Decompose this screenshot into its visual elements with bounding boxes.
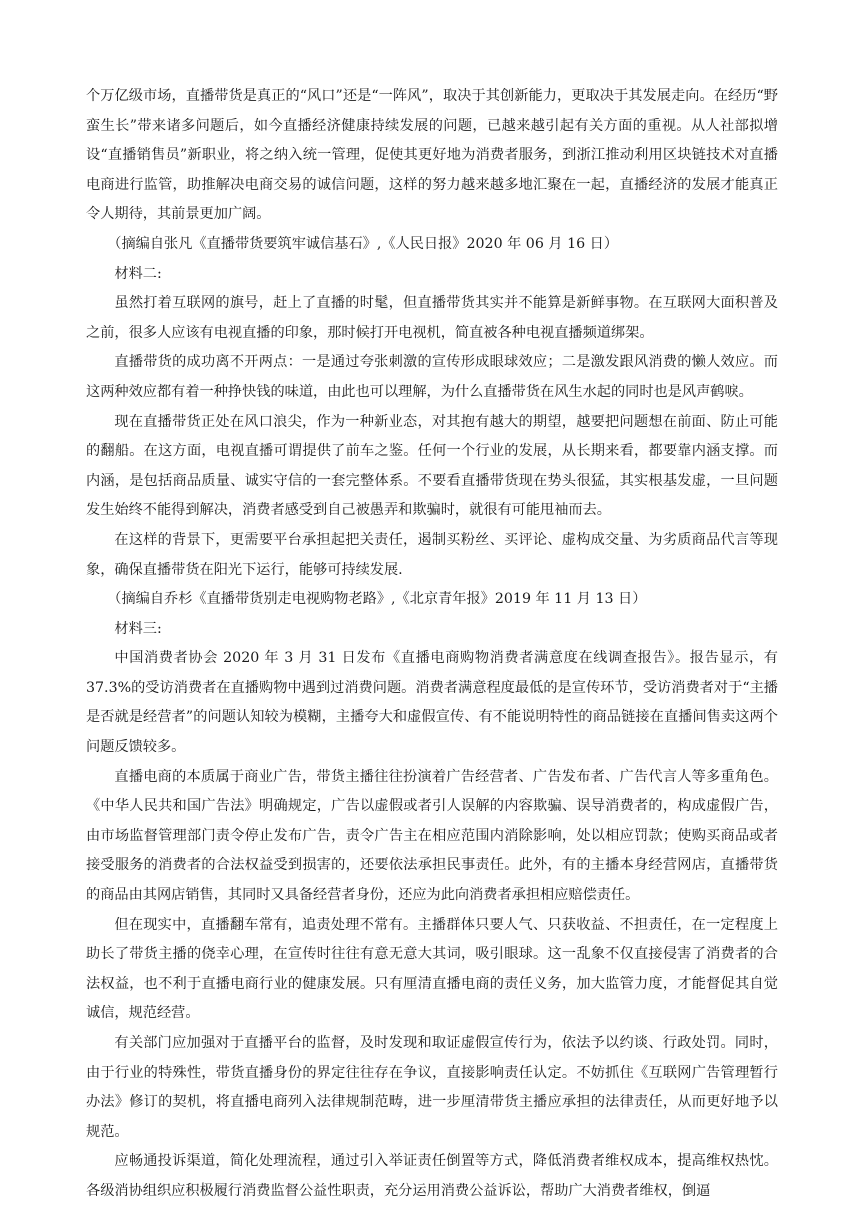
paragraph: 直播电商的本质属于商业广告，带货主播往往扮演着广告经营者、广告发布者、广告代言人等多重角色。《中华人民共和国广告法》明确规定，广告以虚假或者引人误解的内容欺骗、误导消费者的，构成虚假广告，由市场监督管理部门责令停止发布广告，责令广告主在相应范围内消除影响，处以相应罚款；使购买商品或者接受服务的消费者的合法权益受到损害的，还要依法承担民事责任。此外，有的主播本身经营网店，直播带货的商品由其网店销售，其同时又具备经营者身份，还应为此向消费者承担相应赔偿责任。 (86, 768, 778, 904)
paragraph: 直播带货的成功离不开两点：一是通过夸张刺激的宣传形成眼球效应；二是激发跟风消费的懒人效应。而这两种效应都有着一种挣快钱的味道，由此也可以理解，为什么直播带货在风生水起的同时也是风声鹤唳。 (86, 354, 778, 400)
paragraph: 有关部门应加强对于直播平台的监督，及时发现和取证虚假宣传行为，依法予以约谈、行政处罚。同时，由于行业的特殊性，带货直播身份的界定往往存在争议，直接影响责任认定。不妨抓住《互联网广告管理暂行办法》修订的契机，将直播电商列入法律规制范畴，进一步厘清带货主播应承担的法律责任，从而更好地予以规范。 (86, 1035, 778, 1140)
document-page (86, 82, 778, 1207)
paragraph: 现在直播带货正处在风口浪尖，作为一种新业态，对其抱有越大的期望，越要把问题想在前面、防止可能的翻船。在这方面，电视直播可谓提供了前车之鉴。任何一个行业的发展，从长期来看，都要靠内涵支撑。而内涵，是包括商品质量、诚实守信的一套完整体系。不要看直播带货现在势头很猛，其实根基发虚，一旦问题发生始终不能得到解决，消费者感受到自己被愚弄和欺骗时，就很有可能甩袖而去。 (86, 413, 778, 519)
section-heading: 材料三: (114, 620, 162, 637)
paragraph: 虽然打着互联网的旗号，赶上了直播的时髦，但直播带货其实并不能算是新鲜事物。在互联网大面积普及之前，很多人应该有电视直播的印象，那时候打开电视机，简直被各种电视直播频道绑架。 (86, 295, 778, 341)
paragraph: 在这样的背景下，更需要平台承担起把关责任，遏制买粉丝、买评论、虚构成交量、为劣质商品代言等现象，确保直播带货在阳光下运行，能够可持续发展. (86, 531, 778, 578)
paragraph: 应畅通投诉渠道，简化处理流程，通过引入举证责任倒置等方式，降低消费者维权成本，提高维权热忱。各级消协组织应积极履行消费监督公益性职责，充分运用消费公益诉讼，帮助广大消费者维权，倒逼 (86, 1153, 778, 1199)
paragraph: 但在现实中，直播翻车常有，追责处理不常有。主播群体只要人气、只获收益、不担责任，在一定程度上助长了带货主播的侥幸心理，在宣传时往往有意无意大其词，吸引眼球。这一乱象不仅直接侵害了消费者的合法权益，也不利于直播电商行业的健康发展。只有厘清直播电商的责任义务，加大监管力度，才能督促其自觉诚信，规范经营。 (86, 916, 778, 1022)
paragraph: 中国消费者协会 2020 年 3 月 31 日发布《直播电商购物消费者满意度在线调查报告》。报告显示，有37.3%的受访消费者在直播购物中遇到过消费问题。消费者满意程度最低的是宣传环节，受访消费者对于“主播是否就是经营者”的问题认知较为模糊，主播夸大和虚假宣传、有不能说明特性的商品链接在直播间售卖这两个问题反馈较多。 (86, 650, 778, 756)
section-heading: 材料二: (114, 265, 162, 282)
source-citation: （摘编自乔杉《直播带货别走电视购物老路》,《北京青年报》2019 年 11 月 13 日） (107, 591, 647, 608)
paragraph: 个万亿级市场，直播带货是真正的“风口”还是“一阵风”，取决于其创新能力，更取决于其发展走向。在经历“野蛮生长”带来诸多问题后，如今直播经济健康持续发展的问题，已越来越引起有关方面的重视。从人社部拟增设“直播销售员”新职业，将之纳入统一管理，促使其更好地为消费者服务，到浙江推动利用区块链技术对直播电商进行监管，助推解决电商交易的诚信问题，这样的努力越来越多地汇聚在一起，直播经济的发展才能真正令人期待，其前景更加广阔。 (86, 88, 778, 223)
source-citation: （摘编自张凡《直播带货要筑牢诚信基石》,《人民日报》2020 年 06 月 16 日） (107, 235, 619, 252)
